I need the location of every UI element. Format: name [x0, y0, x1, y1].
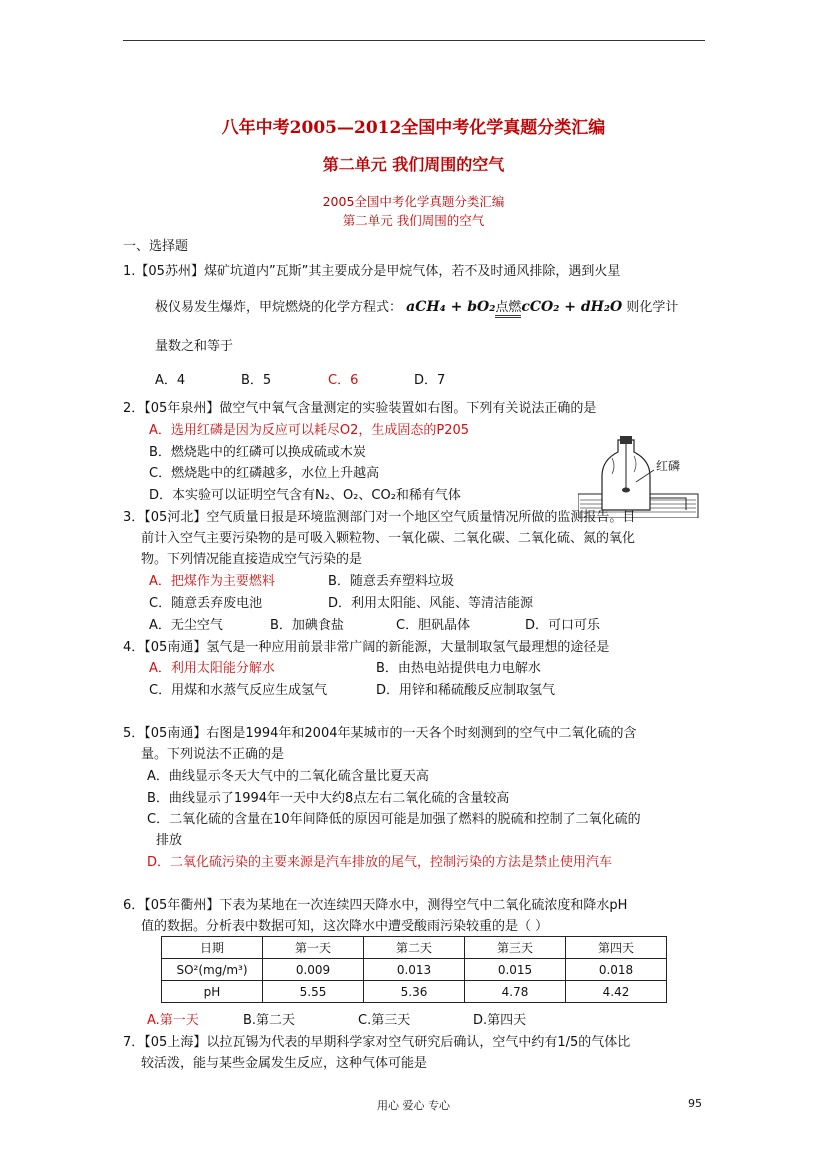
table-cell: 4.42 — [566, 981, 667, 1003]
table-header-cell: 第一天 — [263, 937, 364, 959]
q2-stem: 2．【05年泉州】做空气中氧气含量测定的实验装置如右图。下列有关说法正确的是 — [123, 401, 597, 416]
q3-extra-a: A．无尘空气 — [149, 618, 223, 633]
q1-option-d: D．7 — [414, 373, 446, 388]
table-cell: 0.015 — [465, 959, 566, 981]
unit-title: 第二单元 我们周围的空气 — [322, 155, 505, 174]
q5-line1: 5．【05南通】右图是1994年和2004年某城市的一天各个时刻测到的空气中二氧化硫的含 — [123, 726, 637, 741]
q6-option-a: A.第一天 — [147, 1013, 199, 1028]
q7-line1: 7．【05上海】以拉瓦锡为代表的早期科学家对空气研究后确认，空气中约有1/5的气体比 — [123, 1035, 631, 1050]
page-number: 95 — [688, 1097, 702, 1110]
q3-line1: 3．【05河北】空气质量日报是环境监测部门对一个地区空气质量情况所做的监测报告。目 — [123, 510, 636, 525]
table-header-cell: 第二天 — [364, 937, 465, 959]
table-header-cell: 第四天 — [566, 937, 667, 959]
q4-option-a: A．利用太阳能分解水 — [149, 661, 275, 676]
section-heading: 一、选择题 — [123, 239, 189, 254]
q1-formula-left: aCH₄ + bO₂ — [406, 299, 496, 315]
q3-option-c: C．随意丢弃废电池 — [149, 596, 263, 611]
table-cell: 0.013 — [364, 959, 465, 981]
q4-stem: 4．【05南通】氢气是一种应用前景非常广阔的新能源，大量制取氢气最理想的途径是 — [123, 640, 610, 655]
q1-formula-right: cCO₂ + dH₂O — [521, 299, 623, 315]
q1-option-c: C．6 — [328, 373, 359, 388]
table-cell: 0.018 — [566, 959, 667, 981]
subtitle-year: 2005全国中考化学真题分类汇编 — [322, 194, 505, 209]
q1-line2 — [155, 296, 678, 315]
q6-line1: 6．【05年衢州】下表为某地在一次连续四天降水中，测得空气中二氧化硫浓度和降水pH — [123, 898, 628, 913]
table-cell: pH — [162, 981, 263, 1003]
q1-formula-condition: 点燃 — [495, 300, 521, 318]
table-header-row — [162, 937, 667, 959]
q4-option-c: C．用煤和水蒸气反应生成氢气 — [149, 683, 328, 698]
q2-option-c: C．燃烧匙中的红磷越多，水位上升越高 — [149, 466, 380, 481]
q1-line2-text: 极仪易发生爆炸，甲烷燃烧的化学方程式： — [155, 300, 403, 315]
header-rule — [123, 40, 705, 41]
document-title: 八年中考2005—2012全国中考化学真题分类汇编 — [221, 118, 606, 138]
table-cell: 5.36 — [364, 981, 465, 1003]
table-cell: 4.78 — [465, 981, 566, 1003]
q5-option-d: D．二氧化硫污染的主要来源是汽车排放的尾气，控制污染的方法是禁止使用汽车 — [147, 855, 613, 870]
q3-option-b: B．随意丢弃塑料垃圾 — [328, 574, 454, 589]
q6-option-c: C.第三天 — [358, 1013, 411, 1028]
footer-motto: 用心 爱心 专心 — [377, 1099, 450, 1112]
q3-extra-b: B．加碘食盐 — [270, 618, 344, 633]
table-header-cell: 第三天 — [465, 937, 566, 959]
q5-option-a: A．曲线显示冬天大气中的二氧化硫含量比夏天高 — [147, 769, 429, 784]
q6-option-b: B.第二天 — [243, 1013, 296, 1028]
q5-option-c-cont: 排放 — [156, 833, 183, 848]
q3-line2: 前计入空气主要污染物的是可吸入颗粒物、一氧化碳、二氧化碳、二氧化硫、氮的氧化 — [141, 531, 636, 546]
q5-option-c: C．二氧化硫的含量在10年间降低的原因可能是加强了燃料的脱硫和控制了二氧化硫的 — [147, 812, 641, 827]
q3-option-d: D．利用太阳能、风能、等清洁能源 — [328, 596, 534, 611]
apparatus-label: 红磷 — [656, 459, 681, 473]
q1-option-b: B．5 — [241, 373, 272, 388]
table-cell: SO²(mg/m³) — [162, 959, 263, 981]
table-cell: 5.55 — [263, 981, 364, 1003]
q4-option-b: B．由热电站提供电力电解水 — [376, 661, 541, 676]
q1-line2-tail: 则化学计 — [626, 300, 679, 315]
q3-extra-d: D．可口可乐 — [525, 618, 601, 633]
q5-line2: 量。下列说法不正确的是 — [141, 747, 285, 762]
q3-option-a: A．把煤作为主要燃料 — [149, 574, 275, 589]
q6-option-d: D.第四天 — [473, 1013, 527, 1028]
q3-line3: 物。下列情况能直接造成空气污染的是 — [141, 552, 363, 567]
table-cell: 0.009 — [263, 959, 364, 981]
q6-line2: 值的数据。分析表中数据可知，这次降水中遭受酸雨污染较重的是（ ） — [141, 919, 549, 934]
q2-option-a: A．选用红磷是因为反应可以耗尽O2，生成固态的P205 — [149, 423, 470, 438]
subtitle-unit: 第二单元 我们周围的空气 — [342, 213, 485, 228]
q3-extra-c: C．胆矾晶体 — [396, 618, 471, 633]
table-row — [162, 959, 667, 981]
table-row — [162, 981, 667, 1003]
q2-option-d: D．本实验可以证明空气含有N₂、O₂、CO₂和稀有气体 — [149, 488, 461, 503]
q5-option-b: B．曲线显示了1994年一天中大约8点左右二氧化硫的含量较高 — [147, 791, 510, 806]
q1-line3: 量数之和等于 — [155, 339, 234, 354]
q7-line2: 较活泼，能与某些金属发生反应，这种气体可能是 — [141, 1056, 428, 1071]
q1-option-a: A．4 — [155, 373, 186, 388]
table-header-cell: 日期 — [162, 937, 263, 959]
q2-option-b: B．燃烧匙中的红磷可以换成硫或木炭 — [149, 445, 366, 460]
q6-data-table — [161, 936, 667, 1003]
q1-line1: 1.【05苏州】煤矿坑道内”瓦斯”其主要成分是甲烷气体，若不及时通风排除，遇到火星 — [123, 264, 621, 279]
q4-option-d: D．用锌和稀硫酸反应制取氢气 — [376, 683, 556, 698]
